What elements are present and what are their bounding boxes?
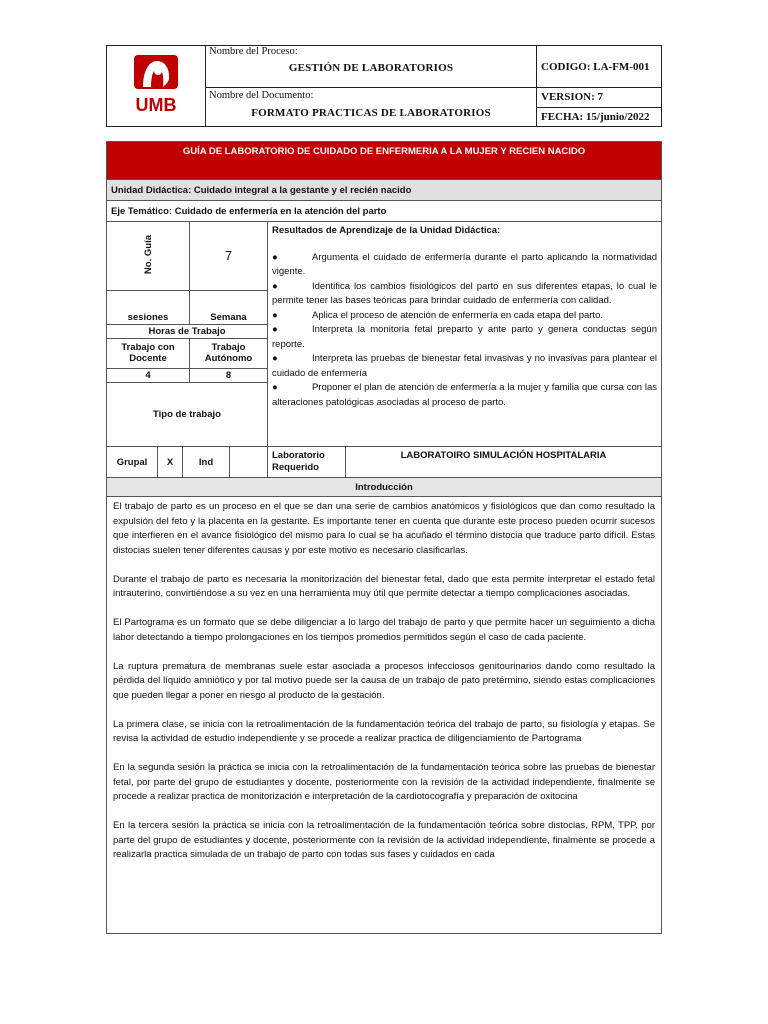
no-guia-value: 7 <box>190 222 268 290</box>
grupal-mark: X <box>158 447 183 477</box>
code-cell: CODIGO: LA-FM-001 <box>537 46 662 88</box>
process-label: Nombre del Proceso: <box>209 46 298 57</box>
result-item: ● Proponer el plan de atención de enfermería a la mujer y familia que cursa con las alteraciones patológicas asociadas al proceso de parto. <box>272 382 657 408</box>
intro-paragraph: La primera clase, se inicia con la retroalimentación de la fundamentación teórica del trabajo de parto, su fisiología y etapas. Se revisa la actividad de estudio independiente y se procede a realizar practica de diligenciamiento de Partograma <box>113 718 655 744</box>
ind-mark <box>230 447 268 477</box>
trabajo-autonomo-label: Trabajo Autónomo <box>190 338 268 368</box>
process-cell <box>206 46 537 88</box>
intro-paragraph: El Partograma es un formato que se debe diligenciar a lo largo del trabajo de parto y que permite hacer un seguimiento a dicha labor detectando a tiempo prolongaciones en los tiempos promedios permitidos según el caso de cada paciente. <box>113 617 655 643</box>
lab-label: Laboratorio Requerido <box>268 447 346 477</box>
semana-label: Semana <box>190 290 268 324</box>
umb-logo-icon <box>121 49 191 119</box>
result-item: ● Interpreta las pruebas de bienestar fetal invasivas y no invasivas para plantear el cuidado de enfermería <box>272 353 657 379</box>
document-header <box>106 45 662 127</box>
results-title: Resultados de Aprendizaje de la Unidad Didáctica: <box>272 225 501 236</box>
ind-label: Ind <box>183 447 230 477</box>
document-cell <box>206 88 537 127</box>
intro-paragraph: La ruptura prematura de membranas suele estar asociada a procesos infecciosos genitourinarios dando como resultado la pérdida del líquido amniótico y por tal motivo puede ser la causa de un trabajo de pato pretérmino, siendo estas complicaciones que pueden llegar a poner en riesgo al producto de la gestación. <box>113 660 655 701</box>
intro-title: Introducción <box>107 478 662 497</box>
bullet-icon: ● <box>272 324 278 335</box>
document-label: Nombre del Documento: <box>209 90 314 101</box>
version-date-cell <box>537 88 662 127</box>
bullet-icon: ● <box>272 382 278 393</box>
guide-table <box>106 141 662 934</box>
result-item: ● Argumenta el cuidado de enfermería durante el parto aplicando la normatividad vigente. <box>272 251 657 277</box>
sesiones-label: sesiones <box>107 290 190 324</box>
horas-docente-value: 4 <box>107 368 190 382</box>
guide-title: GUÍA DE LABORATORIO DE CUIDADO DE ENFERMERIA A LA MUJER Y RECIEN NACIDO <box>107 142 662 180</box>
bullet-icon: ● <box>272 251 278 263</box>
horas-autonomo-value: 8 <box>190 368 268 382</box>
grupal-label: Grupal <box>107 447 158 477</box>
unidad-didactica: Unidad Didáctica: Cuidado integral a la gestante y el recién nacido <box>107 180 662 201</box>
bullet-icon: ● <box>272 353 278 364</box>
version-label: VERSION: 7 <box>537 88 661 108</box>
process-title: GESTIÓN DE LABORATORIOS <box>288 62 454 74</box>
work-type-row <box>107 447 268 478</box>
lab-value: LABORATOIRO SIMULACIÓN HOSPITALARIA <box>400 450 607 461</box>
bullet-icon: ● <box>272 309 278 321</box>
document-title: FORMATO PRACTICAS DE LABORATORIOS <box>251 107 491 119</box>
intro-body <box>107 497 662 934</box>
intro-paragraph: En la segunda sesión la práctica se inicia con la retroalimentación de la fundamentación teórica sobre las pruebas de bienestar fetal, por parte del grupo de estudiantes y docente, posteriormente con la revisión de la actividad independiente, finalmente se procede a realizar practica de monitorización e interpretación de la cardiotocografía y preparación de oxitocina <box>113 762 655 802</box>
lab-row <box>268 447 662 478</box>
guide-left-panel <box>107 222 268 447</box>
trabajo-docente-label: Trabajo con Docente <box>107 338 190 368</box>
bullet-icon: ● <box>272 280 278 292</box>
no-guia-label: No. Guía <box>142 234 154 274</box>
logo-cell <box>107 46 206 127</box>
result-item: ● Aplica el proceso de atención de enfermería en cada etapa del parto. <box>272 309 657 324</box>
horas-trabajo-label: Horas de Trabajo <box>107 324 267 338</box>
result-item: ● Interpreta la monitoria fetal preparto y ante parto y genera conductas según reporte. <box>272 324 657 350</box>
date-label: FECHA: 15/junio/2022 <box>541 111 650 123</box>
tipo-trabajo-label: Tipo de trabajo <box>107 382 267 446</box>
logo-text: UMB <box>135 94 177 115</box>
intro-paragraph: El trabajo de parto es un proceso en el que se dan una serie de cambios anatómicos y fisiológicos que dan como resultado la expulsión del feto y la placenta en la gestante. Es importante tener en cuenta que durante este proceso pueden ocurrir sucesos que interfieren en el avance fisiológico del mismo para lo cual se ha acuñado el término distocia que traduce parto difícil. Estas distocias suelen tener diferentes causas y por este motivo es necesario clasificarlas. <box>113 501 655 556</box>
intro-paragraph: En la tercera sesión la práctica se inicia con la retroalimentación de la fundamentación teórica sobre distocias, RPM, TPP, por parte del grupo de estudiantes y docente, posteriormente con la revisión de la actividad independiente, finalmente se procede a realizarla practica simulada de un trabajo de parto con todas sus fases y cuidados en cada <box>113 820 655 860</box>
result-item: ● Identifica los cambios fisiológicos del parto en sus diferentes etapas, lo cual le permite tener las bases teóricas para brindar cuidado de enfermería con calidad. <box>272 280 657 306</box>
results-panel <box>268 222 662 447</box>
intro-paragraph: Durante el trabajo de parto es necesaria la monitorización del bienestar fetal, dado que esta permite interpretar el estado fetal intrauterino, convirtiéndose a su vez en una herramienta muy útil que permite detectar a tiempo complicaciones asociadas. <box>113 573 655 599</box>
no-guia-label-cell <box>107 222 190 290</box>
eje-tematico: Eje Temático: Cuidado de enfermería en la atención del parto <box>107 201 662 222</box>
